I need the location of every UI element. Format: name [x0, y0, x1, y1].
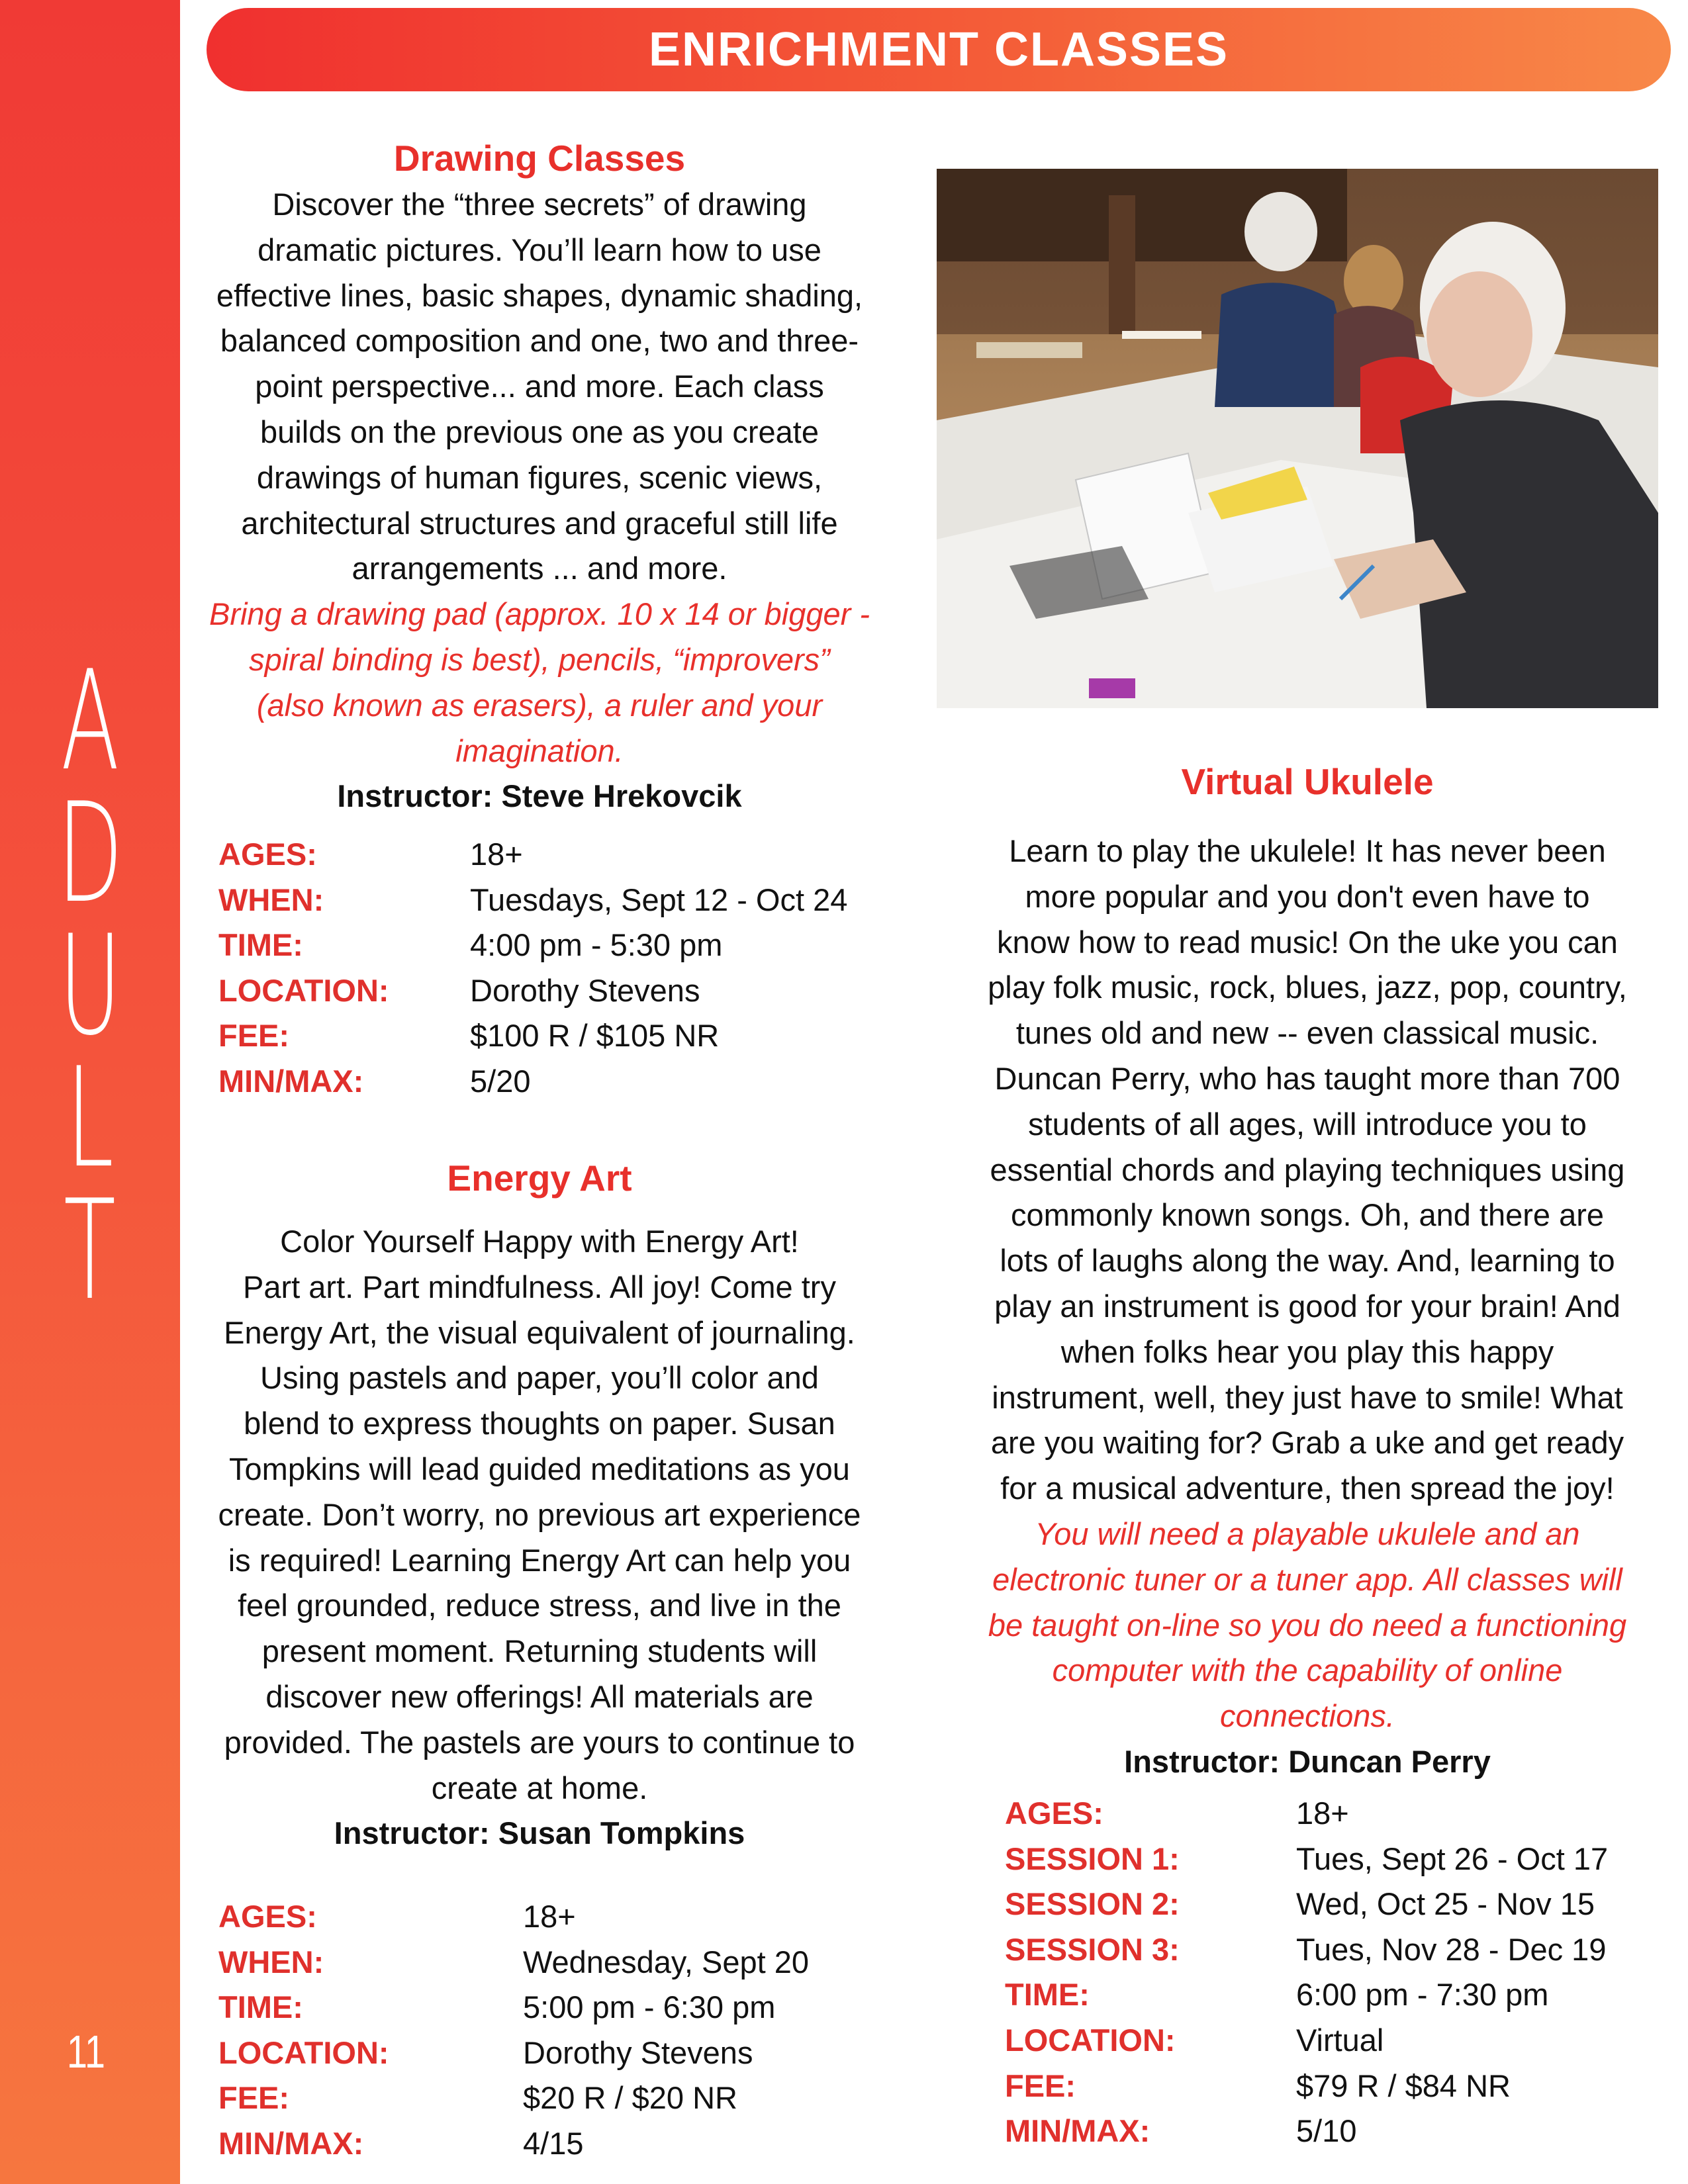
- supplies-note-line: be taught on-line so you do need a functioning: [988, 1607, 1627, 1643]
- detail-row: [1005, 1927, 1608, 1973]
- detail-row: [218, 923, 847, 968]
- description-line: tunes old and new -- even classical music.: [1015, 1015, 1599, 1051]
- drawing-note: [209, 592, 870, 774]
- ukulele-note: [957, 1512, 1658, 1739]
- detail-value: $100 R / $105 NR: [470, 1018, 720, 1054]
- detail-label: SESSION 2:: [1005, 1886, 1180, 1922]
- description-line: effective lines, basic shapes, dynamic shading,: [216, 277, 863, 313]
- detail-row: [218, 2030, 809, 2076]
- detail-value: Wednesday, Sept 20: [523, 1944, 809, 1979]
- page-title: ENRICHMENT CLASSES: [648, 23, 1229, 76]
- detail-row: [218, 1940, 809, 1985]
- detail-label: AGES:: [218, 1899, 317, 1934]
- description-line: for a musical adventure, then spread the joy!: [1000, 1471, 1615, 1506]
- description-line: play folk music, rock, blues, jazz, pop, country,: [988, 970, 1627, 1005]
- detail-row: [218, 1894, 809, 1940]
- detail-value: $20 R / $20 NR: [523, 2080, 737, 2116]
- supplies-note-line: electronic tuner or a tuner app. All classes will: [992, 1561, 1622, 1597]
- detail-value: 4:00 pm - 5:30 pm: [470, 927, 723, 963]
- description-line: arrangements ... and more.: [352, 551, 727, 586]
- detail-label: FEE:: [218, 2080, 290, 2116]
- detail-row: [218, 968, 847, 1014]
- supplies-note-line: computer with the capability of online: [1052, 1653, 1563, 1688]
- description-line: create at home.: [431, 1770, 648, 1805]
- description-line: play an instrument is good for your brain! And: [994, 1288, 1620, 1324]
- detail-label: AGES:: [218, 837, 317, 872]
- ukulele-details-table: [1005, 1791, 1608, 2154]
- drawing-description: [209, 182, 870, 592]
- detail-label: SESSION 3:: [1005, 1931, 1180, 1967]
- supplies-note-line: You will need a playable ukulele and an: [1035, 1516, 1580, 1551]
- description-line: when folks hear you play this happy: [1060, 1334, 1554, 1369]
- description-line: lots of laughs along the way. And, learning to: [1000, 1243, 1615, 1279]
- drawing-instructor: Instructor: Steve Hrekovcik: [337, 778, 742, 814]
- description-line: builds on the previous one as you create: [260, 414, 819, 449]
- detail-row: [218, 1985, 809, 2030]
- energy-art-body: [209, 1219, 870, 1856]
- section-word: [0, 641, 180, 1331]
- description-line: point perspective... and more. Each class: [255, 369, 824, 404]
- detail-label: WHEN:: [218, 882, 324, 917]
- description-line: present moment. Returning students will: [261, 1633, 818, 1669]
- detail-row: [218, 832, 847, 878]
- detail-value: 5/20: [470, 1063, 531, 1099]
- description-line: know how to read music! On the uke you can: [997, 924, 1618, 960]
- detail-row: [218, 1013, 847, 1059]
- energy-art-instructor: Instructor: Susan Tompkins: [334, 1815, 745, 1851]
- drawing-section: [209, 134, 870, 819]
- detail-label: MIN/MAX:: [218, 2125, 364, 2161]
- detail-label: MIN/MAX:: [218, 1063, 364, 1099]
- description-line: Using pastels and paper, you’ll color and: [260, 1360, 819, 1396]
- detail-label: AGES:: [1005, 1796, 1103, 1831]
- detail-row: [1005, 2064, 1608, 2109]
- drawing-class-photo: [937, 169, 1658, 708]
- detail-value: 18+: [1296, 1796, 1349, 1831]
- detail-label: TIME:: [1005, 1977, 1090, 2013]
- detail-row: [1005, 2018, 1608, 2064]
- description-line: students of all ages, will introduce you to: [1028, 1106, 1587, 1142]
- supplies-note-line: Bring a drawing pad (approx. 10 x 14 or bigger -: [209, 596, 870, 632]
- description-line: Discover the “three secrets” of drawing: [272, 187, 807, 222]
- detail-row: [218, 1059, 847, 1105]
- detail-value: Virtual: [1296, 2022, 1384, 2058]
- detail-value: Tues, Sept 26 - Oct 17: [1296, 1841, 1609, 1876]
- detail-label: FEE:: [218, 1018, 290, 1054]
- ukulele-title: Virtual Ukulele: [1181, 761, 1434, 802]
- description-line: discover new offerings! All materials are: [265, 1678, 814, 1714]
- supplies-note-line: spiral binding is best), pencils, “improvers”: [249, 641, 830, 677]
- detail-value: 18+: [523, 1899, 576, 1934]
- description-line: instrument, well, they just have to smile! What: [992, 1379, 1623, 1415]
- detail-label: TIME:: [218, 927, 303, 963]
- description-line: is required! Learning Energy Art can help you: [228, 1542, 851, 1578]
- description-line: drawings of human figures, scenic views,: [256, 459, 823, 495]
- section-letter: L: [66, 1038, 114, 1199]
- page-number: 11: [66, 2026, 106, 2077]
- supplies-note-line: connections.: [1220, 1698, 1395, 1734]
- ukulele-body: [957, 829, 1658, 1785]
- sidebar: [0, 0, 180, 2184]
- description-line: blend to express thoughts on paper. Susan: [244, 1406, 835, 1441]
- detail-row: [218, 2075, 809, 2121]
- description-line: dramatic pictures. You’ll learn how to use: [258, 232, 821, 267]
- energy-art-description: [209, 1219, 870, 1811]
- detail-value: 5/10: [1296, 2113, 1357, 2149]
- ukulele-section: [957, 758, 1658, 805]
- header-banner: [207, 8, 1671, 91]
- detail-row: [1005, 1837, 1608, 1882]
- detail-row: [218, 2121, 809, 2167]
- energy-art-section: [209, 1154, 870, 1202]
- ukulele-instructor: Instructor: Duncan Perry: [1124, 1743, 1491, 1779]
- section-letter: T: [64, 1171, 117, 1331]
- description-line: feel grounded, reduce stress, and live in the: [238, 1588, 841, 1623]
- detail-label: LOCATION:: [1005, 2022, 1176, 2058]
- description-line: provided. The pastels are yours to continue to: [224, 1724, 855, 1760]
- detail-value: Dorothy Stevens: [470, 972, 700, 1008]
- detail-label: WHEN:: [218, 1944, 324, 1979]
- section-letter: D: [57, 774, 123, 934]
- energy-art-title: Energy Art: [447, 1158, 632, 1199]
- description-line: essential chords and playing techniques using: [990, 1152, 1625, 1187]
- description-line: Part art. Part mindfulness. All joy! Come try: [243, 1269, 836, 1304]
- detail-value: Tues, Nov 28 - Dec 19: [1296, 1931, 1607, 1967]
- detail-value: 5:00 pm - 6:30 pm: [523, 1989, 776, 2025]
- description-line: are you waiting for? Grab a uke and get ready: [990, 1425, 1624, 1461]
- detail-row: [218, 878, 847, 923]
- drawing-title: Drawing Classes: [393, 138, 686, 179]
- description-line: commonly known songs. Oh, and there are: [1010, 1197, 1605, 1233]
- detail-row: [1005, 1972, 1608, 2018]
- drawing-details-table: [218, 832, 847, 1105]
- description-line: Duncan Perry, who has taught more than 700: [994, 1060, 1620, 1096]
- description-line: balanced composition and one, two and three-: [220, 323, 859, 359]
- supplies-note-line: imagination.: [455, 733, 624, 768]
- detail-value: 6:00 pm - 7:30 pm: [1296, 1977, 1549, 2013]
- supplies-note-line: (also known as erasers), a ruler and your: [256, 687, 823, 723]
- detail-value: 4/15: [523, 2125, 584, 2161]
- detail-value: $79 R / $84 NR: [1296, 2068, 1511, 2103]
- detail-label: LOCATION:: [218, 2034, 389, 2070]
- description-line: Color Yourself Happy with Energy Art!: [280, 1224, 799, 1259]
- detail-row: [1005, 1882, 1608, 1927]
- section-letter: A: [60, 641, 120, 801]
- detail-label: SESSION 1:: [1005, 1841, 1180, 1876]
- detail-row: [1005, 1791, 1608, 1837]
- energy-art-details-table: [218, 1894, 809, 2167]
- detail-value: Dorothy Stevens: [523, 2034, 753, 2070]
- description-line: more popular and you don't even have to: [1025, 878, 1590, 914]
- description-line: Energy Art, the visual equivalent of journaling.: [224, 1314, 855, 1350]
- description-line: architectural structures and graceful still life: [241, 505, 838, 541]
- detail-value: Tuesdays, Sept 12 - Oct 24: [470, 882, 848, 917]
- detail-label: MIN/MAX:: [1005, 2113, 1150, 2149]
- description-line: Learn to play the ukulele! It has never been: [1009, 833, 1606, 868]
- detail-value: Wed, Oct 25 - Nov 15: [1296, 1886, 1595, 1922]
- detail-row: [1005, 2109, 1608, 2154]
- detail-label: LOCATION:: [218, 972, 389, 1008]
- description-line: Tompkins will lead guided meditations as you: [229, 1451, 850, 1486]
- description-line: create. Don’t worry, no previous art experience: [218, 1496, 861, 1532]
- detail-value: 18+: [470, 837, 523, 872]
- section-letter: U: [58, 906, 122, 1066]
- detail-label: FEE:: [1005, 2068, 1076, 2103]
- ukulele-description: [957, 829, 1658, 1512]
- detail-label: TIME:: [218, 1989, 303, 2025]
